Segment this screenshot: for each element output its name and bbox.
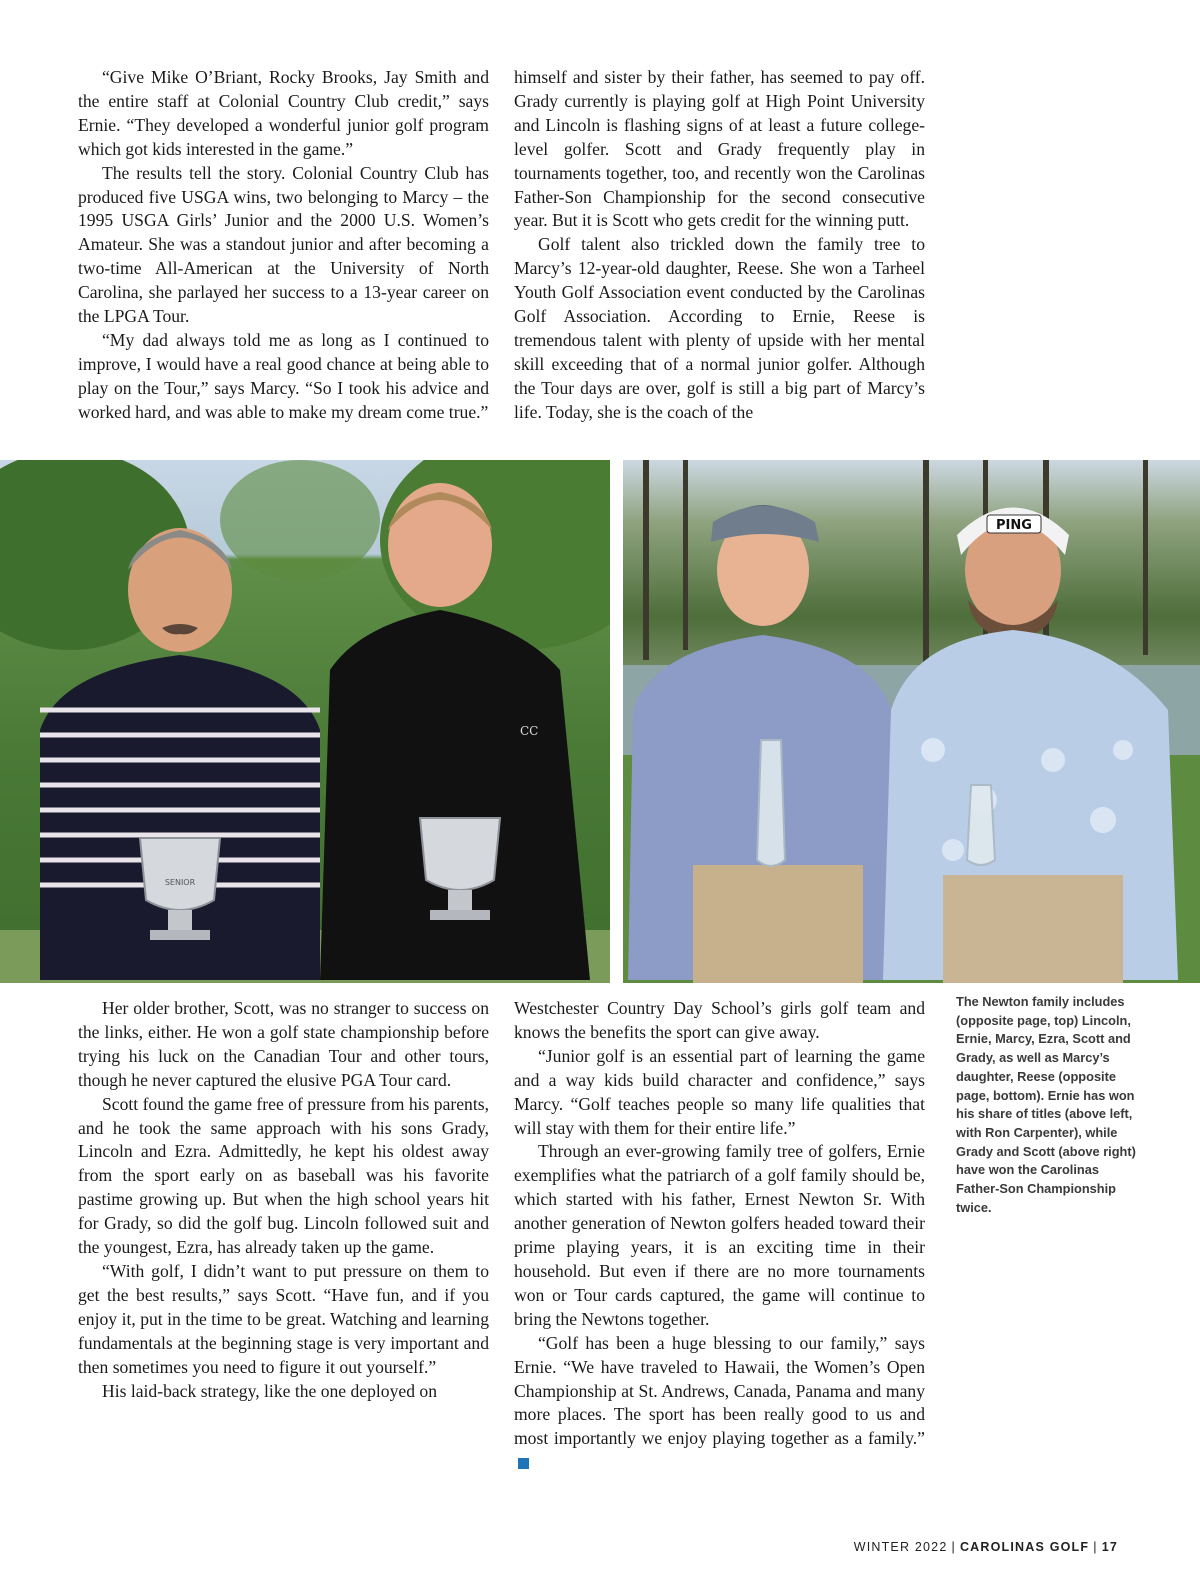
paragraph: “Give Mike O’Briant, Rocky Brooks, Jay Smith and the entire staff at Colonial Country Club credit,” says Ernie. “They developed a wonderful junior golf program which got kids interested in the game.” — [78, 67, 489, 159]
paragraph: Westchester Country Day School’s girls golf team and knows the benefits the sport can give away. — [514, 998, 925, 1042]
photo-ernie-and-ron-carpenter — [0, 460, 610, 983]
paragraph: “My dad always told me as long as I continued to improve, I would have a real good chance at being able to play on the Tour,” says Marcy. “So I took his advice and worked hard, and was able to make my dream come true.” — [78, 329, 489, 422]
cap-logo-text: PING — [996, 518, 1032, 533]
paragraph: “Junior golf is an essential part of learning the game and a way kids build character and confidence,” says Marcy. “Golf teaches people so many life qualities that will stay with them for their entire life.” — [514, 1045, 925, 1138]
end-of-article-mark — [518, 1458, 529, 1469]
page-footer — [854, 1540, 1118, 1554]
footer-separator: | — [951, 1540, 956, 1554]
paragraph: Through an ever-growing family tree of golfers, Ernie exemplifies what the patriarch of a golf family should be, which started with his father, Ernest Newton Sr. With another generation of Newton golfers headed toward their prime playing years, it is an exciting time in their household. But even if there are no more tournaments won or Tour cards captured, the game will continue to bring the Newtons together. — [514, 1141, 925, 1329]
publication-name: CAROLINAS GOLF — [959, 1540, 1090, 1554]
photo-grady-and-scott — [623, 460, 1200, 983]
article-column-top-left — [78, 66, 489, 425]
issue-date: WINTER 2022 — [853, 1540, 948, 1554]
article-column-bottom-left — [78, 997, 489, 1403]
page-number: 17 — [1101, 1540, 1118, 1554]
article-column-top-right — [514, 66, 925, 425]
cup-engraving-text: SENIOR — [164, 878, 196, 887]
article-column-bottom-right — [514, 997, 925, 1475]
paragraph: His laid-back strategy, like the one deployed on — [102, 1380, 437, 1401]
footer-separator: | — [1093, 1540, 1098, 1554]
paragraph: The results tell the story. Colonial Country Club has produced five USGA wins, two belonging to Marcy – the 1995 USGA Girls’ Junior and the 2000 U.S. Women’s Amateur. She was a standout junior and after becoming a two-time All-American at the University of North Carolina, she parlayed her success to a 13-year career on the LPGA Tour. — [78, 162, 489, 327]
paragraph: Scott found the game free of pressure from his parents, and he took the same approach with his sons Grady, Lincoln and Ezra. Admittedly, he kept his oldest away from the sport early on as baseball was his favorite pastime growing up. But when the high school years hit for Grady, so did the golf bug. Lincoln followed suit and the youngest, Ezra, has already taken up the game. — [78, 1093, 489, 1258]
shirt-logo-text: CC — [520, 724, 539, 738]
paragraph: Golf talent also trickled down the family tree to Marcy’s 12-year-old daughter, Reese. She won a Tarheel Youth Golf Association event conducted by the Carolinas Golf Association. According to Ernie, Reese is tremendous talent with plenty of upside with her mental skill exceeding that of a normal junior golfer. Although the Tour days are over, golf is still a big part of Marcy’s life. Today, she is the coach of the — [514, 234, 925, 422]
paragraph: himself and sister by their father, has seemed to pay off. Grady currently is playing golf at High Point University and Lincoln is flashing signs of at least a future college-level golfer. Scott and Grady frequently play in tournaments together, too, and recently won the Carolinas Father-Son Championship for the second consecutive year. But it is Scott who gets credit for the winning putt. — [514, 67, 925, 231]
photo-caption: The Newton family includes (opposite page, top) Lincoln, Ernie, Marcy, Ezra, Scott and Grady, as well as Marcy’s daughter, Reese (opposite page, bottom). Ernie has won his share of titles (above left, with Ron Carpenter), while Grady and Scott (above right) have won the Carolinas Father-Son Championship twice. — [956, 994, 1136, 1215]
paragraph: “With golf, I didn’t want to put pressure on them to get the best results,” says Scott. “Have fun, and if you enjoy it, put in the time to be great. Watching and learning fundamentals at the beginning stage is very important and then sometimes you need to figure it out yourself.” — [78, 1260, 489, 1377]
paragraph: “Golf has been a huge blessing to our family,” says Ernie. “We have traveled to Hawaii, the Women’s Open Championship at St. Andrews, Canada, Panama and many more places. The sport has been really good to us and most importantly we enjoy playing together as a family.” — [514, 1332, 925, 1475]
paragraph: Her older brother, Scott, was no stranger to success on the links, either. He won a golf state championship before trying his luck on the Canadian Tour and other tours, though he never captured the elusive PGA Tour card. — [78, 998, 489, 1090]
